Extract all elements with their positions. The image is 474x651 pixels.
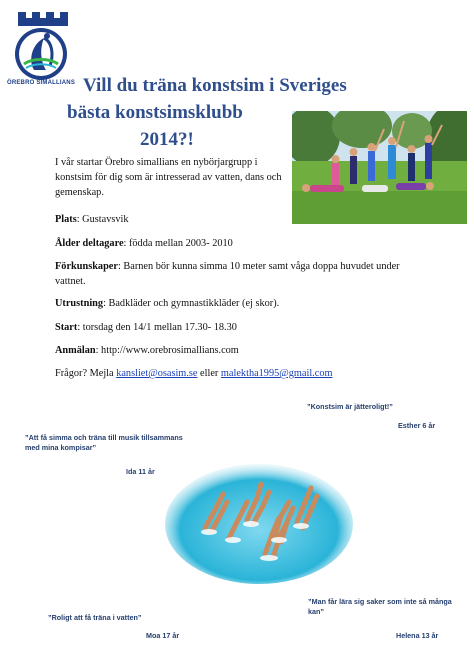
quote-moa: ”Roligt att få träna i vatten” — [48, 613, 142, 622]
start-value: : torsdag den 14/1 mellan 17.30- 18.30 — [77, 322, 237, 333]
alder-value: : födda mellan 2003- 2010 — [123, 238, 233, 249]
fragor-eller: eller — [197, 368, 221, 379]
info-utrustning — [55, 296, 279, 311]
info-forkunskaper — [55, 259, 425, 289]
forkunskaper-label: Förkunskaper — [55, 261, 118, 272]
group-photo — [292, 111, 467, 224]
alder-label: Ålder deltagare — [55, 238, 124, 249]
plats-label: Plats — [55, 214, 77, 225]
heading-line-3: 2014?! — [140, 129, 194, 150]
info-alder — [55, 236, 233, 251]
anmalan-value: : http://www.orebrosimallians.com — [95, 345, 239, 356]
shield-icon — [10, 8, 72, 86]
quote-author-ida: Ida 11 år — [126, 467, 155, 476]
quote-author-helena: Helena 13 år — [396, 631, 439, 640]
forkunskaper-value: : Barnen bör kunna simma 10 meter samt våga doppa huvudet under vattnet. — [55, 261, 400, 287]
fragor-text: Frågor? Mejla — [55, 368, 117, 379]
pool-photo — [165, 458, 353, 584]
info-anmalan — [55, 343, 239, 358]
quote-author-moa: Moa 17 år — [146, 631, 180, 640]
utrustning-label: Utrustning — [55, 298, 104, 309]
email-link-malektha[interactable]: malektha1995@gmail.com — [220, 368, 333, 379]
utrustning-value: : Badkläder och gymnastikkläder (ej skor). — [103, 298, 280, 309]
info-start — [55, 320, 237, 335]
quote-author-esther: Esther 6 år — [398, 421, 436, 430]
info-fragor — [55, 366, 333, 381]
quote-esther: ”Konstsim är jätteroligt!” — [307, 402, 393, 411]
intro-paragraph: I vår startar Örebro simallians en nybörjargrupp i konstsim för dig som är intresserad av vatten, dans och gemenskap. — [55, 157, 282, 198]
email-link-kansliet[interactable]: kansliet@osasim.se — [116, 368, 198, 379]
quote-helena: ”Man får lära sig saker som inte så många kan” — [308, 597, 452, 616]
quote-ida: ”Att få simma och träna till musik tillsammans med mina kompisar” — [25, 433, 183, 452]
anmalan-label: Anmälan — [55, 345, 96, 356]
plats-value: : Gustavsvik — [76, 214, 129, 225]
heading-line-1: Vill du träna konstsim i Sveriges — [83, 75, 347, 96]
start-label: Start — [55, 322, 78, 333]
heading-line-2: bästa konstsimsklubb — [67, 102, 243, 123]
logo-caption: ÖREBRO SIMALLIANS — [6, 80, 76, 86]
info-plats — [55, 212, 129, 227]
